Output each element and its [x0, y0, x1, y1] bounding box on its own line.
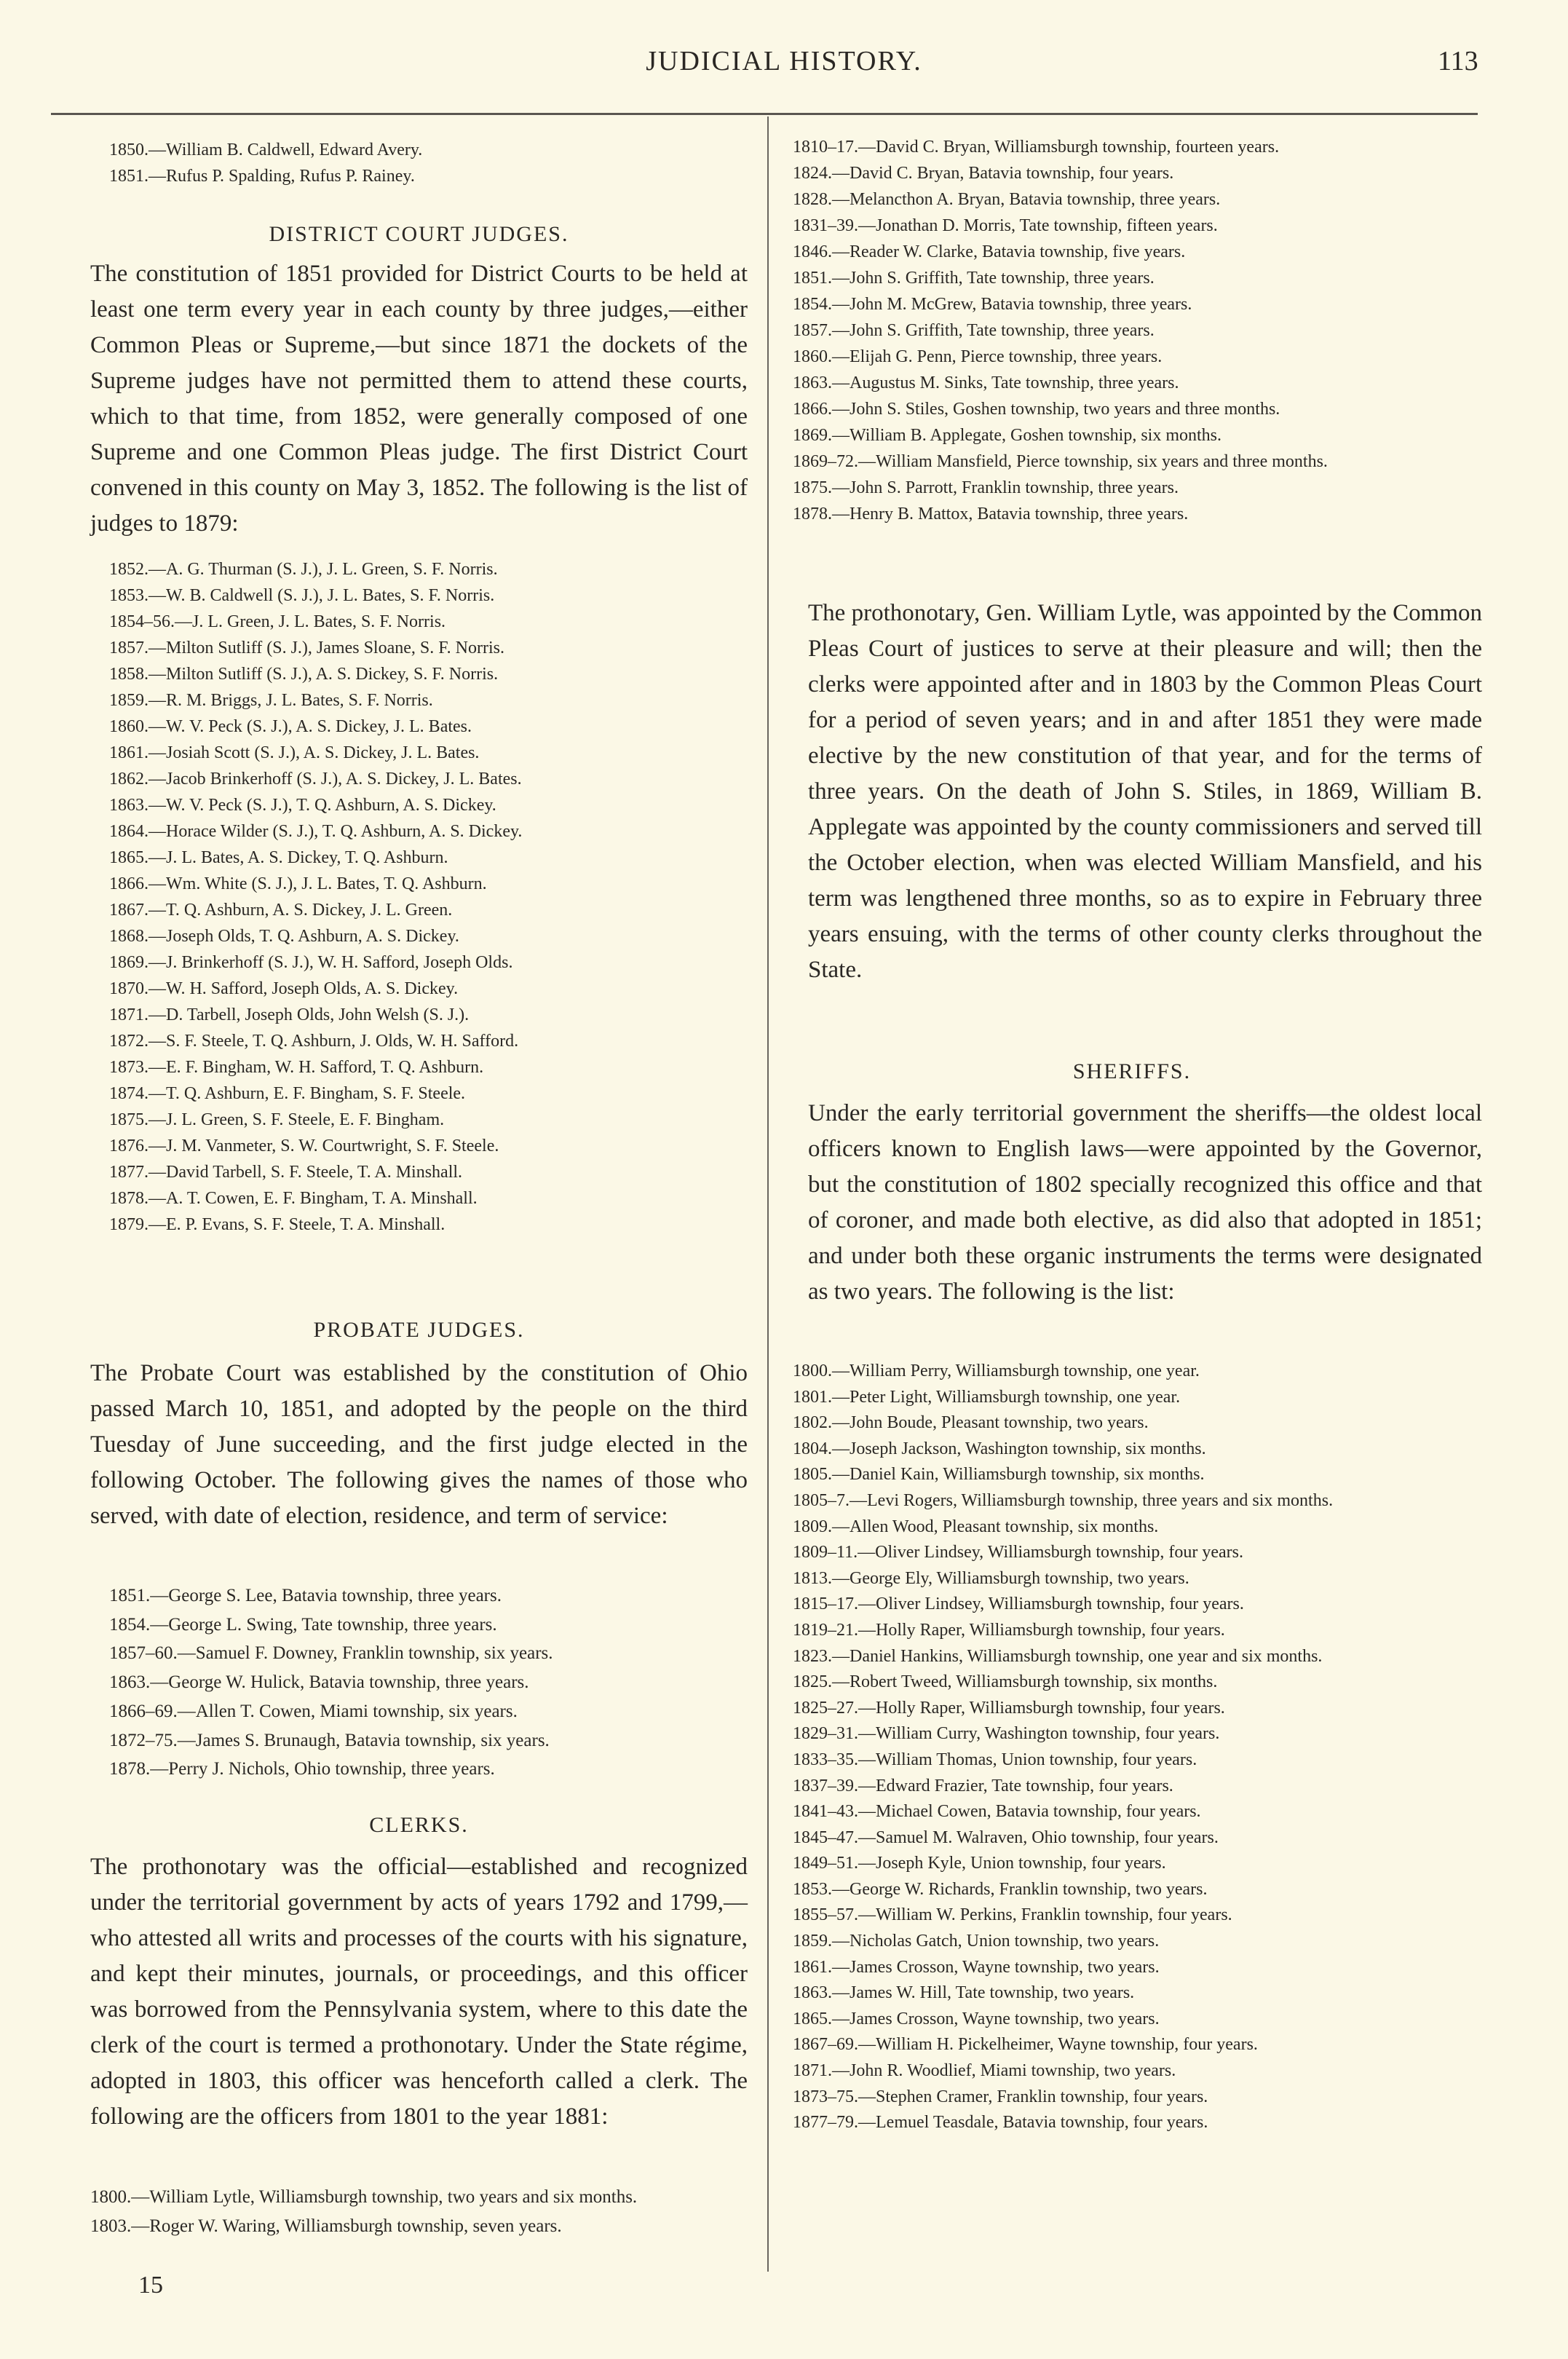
list-item: 1858.—Milton Sutliff (S. J.), A. S. Dickey, S. F. Norris.: [109, 665, 499, 684]
list-item: 1805.—Daniel Kain, Williamsburgh township, six months.: [793, 1465, 1205, 1485]
list-item: 1870.—W. H. Safford, Joseph Olds, A. S. Dickey.: [109, 979, 459, 998]
list-item: 1866–69.—Allen T. Cowen, Miami township, six years.: [109, 1701, 518, 1721]
list-item: 1875.—John S. Parrott, Franklin township, three years.: [793, 478, 1179, 497]
list-item: 1805–7.—Levi Rogers, Williamsburgh township, three years and six months.: [793, 1490, 1334, 1510]
district-paragraph: The constitution of 1851 provided for District Courts to be held at least one term every year in each county by three judges,—either Common Pleas or Supreme,—but since 1871 the dockets of the Supreme judges have not permitted them to attend these courts, which to that time, from 1852, were generally composed of one Supreme and one Common Pleas judge. The first District Court convened in this county on May 3, 1852. The following is the list of judges to 1879:: [90, 261, 748, 537]
list-item: 1869–72.—William Mansfield, Pierce township, six years and three months.: [793, 452, 1328, 471]
list-item: 1846.—Reader W. Clarke, Batavia township, five years.: [793, 242, 1186, 261]
list-item: 1872.—S. F. Steele, T. Q. Ashburn, J. Olds, W. H. Safford.: [109, 1032, 519, 1051]
list-item: 1878.—A. T. Cowen, E. F. Bingham, T. A. Minshall.: [109, 1189, 478, 1208]
list-item: 1877–79.—Lemuel Teasdale, Batavia township, four years.: [793, 2113, 1208, 2133]
list-item: 1801.—Peter Light, Williamsburgh township, one year.: [793, 1387, 1181, 1407]
list-item: 1860.—W. V. Peck (S. J.), A. S. Dickey, J. L. Bates.: [109, 717, 472, 736]
list-item: 1804.—Joseph Jackson, Washington township, six months.: [793, 1439, 1206, 1458]
list-item: 1854.—John M. McGrew, Batavia township, three years.: [793, 295, 1192, 314]
list-item: 1857.—Milton Sutliff (S. J.), James Sloane, S. F. Norris.: [109, 639, 504, 657]
list-item: 1855–57.—William W. Perkins, Franklin township, four years.: [793, 1905, 1232, 1925]
prothonotary-paragraph: The prothonotary, Gen. William Lytle, was appointed by the Common Pleas Court of justices to serve at their pleasure and will; then the clerks were appointed after and in 1803 by the Common Pleas Court for a period of seven years; and in and after 1851 they were made elective by the new constitution of that year, and for the terms of three years. On the death of John S. Stiles, in 1869, William B. Applegate was appointed by the county commissioners and served till the October election, when was elected William Mansfield, and his term was lengthened three months, so as to expire in February three years ensuing, with the terms of other county clerks throughout the State.: [808, 600, 1482, 983]
probate-heading: PROBATE JUDGES.: [313, 1318, 525, 1342]
list-item: 1866.—Wm. White (S. J.), J. L. Bates, T. Q. Ashburn.: [109, 874, 487, 893]
list-item: 1845–47.—Samuel M. Walraven, Ohio township, four years.: [793, 1827, 1219, 1847]
running-head: JUDICIAL HISTORY.: [646, 46, 922, 76]
list-item: 1857–60.—Samuel F. Downey, Franklin township, six years.: [109, 1643, 553, 1664]
list-item: 1813.—George Ely, Williamsburgh township, two years.: [793, 1568, 1189, 1588]
list-item: 1841–43.—Michael Cowen, Batavia township, four years.: [793, 1802, 1201, 1822]
district-entries: [109, 556, 750, 1238]
sheriffs-entries: [793, 1359, 1481, 2136]
list-item: 1800.—William Lytle, Williamsburgh township, two years and six months.: [90, 2187, 638, 2207]
list-item: 1833–35.—William Thomas, Union township, four years.: [793, 1750, 1197, 1769]
list-item: 1800.—William Perry, Williamsburgh township, one year.: [793, 1362, 1200, 1380]
list-item: 1857.—John S. Griffith, Tate township, three years.: [793, 321, 1155, 340]
list-item: 1854–56.—J. L. Green, J. L. Bates, S. F. Norris.: [109, 612, 446, 631]
column-divider: [767, 116, 769, 2272]
list-item: 1876.—J. M. Vanmeter, S. W. Courtwright, S. F. Steele.: [109, 1137, 499, 1155]
list-item: 1853.—W. B. Caldwell (S. J.), J. L. Bates, S. F. Norris.: [109, 586, 495, 605]
list-item: 1810–17.—David C. Bryan, Williamsburgh township, fourteen years.: [793, 138, 1280, 157]
list-item: 1859.—Nicholas Gatch, Union township, two years.: [793, 1932, 1160, 1951]
list-item: 1879.—E. P. Evans, S. F. Steele, T. A. Minshall.: [109, 1215, 446, 1234]
list-item: 1863.—Augustus M. Sinks, Tate township, three years.: [793, 374, 1179, 392]
list-item: 1824.—David C. Bryan, Batavia township, four years.: [793, 164, 1174, 183]
lead-entries: [109, 137, 750, 189]
sheriffs-heading: SHERIFFS.: [1072, 1059, 1192, 1083]
list-item: 1825–27.—Holly Raper, Williamsburgh township, four years.: [793, 1698, 1225, 1718]
list-item: 1815–17.—Oliver Lindsey, Williamsburgh township, four years.: [793, 1595, 1244, 1614]
probate-entries: [109, 1581, 750, 1784]
list-item: 1802.—John Boude, Pleasant township, two years.: [793, 1413, 1149, 1433]
signature-mark: 15: [138, 2272, 163, 2299]
list-item: 1851.—John S. Griffith, Tate township, three years.: [793, 269, 1155, 288]
list-item: 1803.—Roger W. Waring, Williamsburgh township, seven years.: [90, 2216, 562, 2236]
list-item: 1849–51.—Joseph Kyle, Union township, four years.: [793, 1854, 1166, 1873]
list-item: 1874.—T. Q. Ashburn, E. F. Bingham, S. F. Steele.: [109, 1084, 466, 1103]
probate-paragraph: The Probate Court was established by the constitution of Ohio passed March 10, 1851, and adopted by the people on the third Tuesday of June succeeding, and the first judge elected in the following October. The following gives the names of those who served, with date of election, residence, and term of service:: [90, 1360, 748, 1529]
list-item: 1868.—Joseph Olds, T. Q. Ashburn, A. S. Dickey.: [109, 927, 459, 946]
list-item: 1829–31.—William Curry, Washington township, four years.: [793, 1724, 1220, 1744]
list-item: 1853.—George W. Richards, Franklin township, two years.: [793, 1879, 1208, 1899]
list-item: 1875.—J. L. Green, S. F. Steele, E. F. Bingham.: [109, 1110, 445, 1129]
list-item: 1866.—John S. Stiles, Goshen township, two years and three months.: [793, 400, 1280, 419]
list-item: 1872–75.—James S. Brunaugh, Batavia township, six years.: [109, 1730, 550, 1750]
list-item: 1837–39.—Edward Frazier, Tate township, four years.: [793, 1776, 1173, 1795]
list-item: 1867–69.—William H. Pickelheimer, Wayne township, four years.: [793, 2035, 1258, 2055]
clerks-heading: CLERKS.: [369, 1813, 469, 1837]
list-item: 1831–39.—Jonathan D. Morris, Tate township, fifteen years.: [793, 216, 1218, 235]
clerks-paragraph: The prothonotary was the official—established and recognized under the territorial government by acts of years 1792 and 1799,—who attested all writs and processes of the courts with his signature, and kept their minutes, journals, or proceedings, and this officer was borrowed from the Pennsylvania system, where to this date the clerk of the court is termed a prothonotary. Under the State régime, adopted in 1803, this officer was henceforth called a clerk. The following are the officers from 1801 to the year 1881:: [90, 1854, 748, 2130]
list-item: 1877.—David Tarbell, S. F. Steele, T. A. Minshall.: [109, 1163, 463, 1182]
list-item: 1863.—W. V. Peck (S. J.), T. Q. Ashburn, A. S. Dickey.: [109, 796, 496, 815]
list-item: 1867.—T. Q. Ashburn, A. S. Dickey, J. L. Green.: [109, 901, 453, 920]
list-item: 1850.—William B. Caldwell, Edward Avery.: [109, 141, 423, 159]
header-rule: [51, 113, 1478, 115]
page-number: 113: [1438, 46, 1478, 76]
list-item: 1854.—George L. Swing, Tate township, three years.: [109, 1614, 497, 1635]
list-item: 1863.—James W. Hill, Tate township, two years.: [793, 1983, 1135, 2003]
list-item: 1869.—J. Brinkerhoff (S. J.), W. H. Safford, Joseph Olds.: [109, 953, 513, 972]
list-item: 1864.—Horace Wilder (S. J.), T. Q. Ashburn, A. S. Dickey.: [109, 822, 523, 841]
list-item: 1859.—R. M. Briggs, J. L. Bates, S. F. Norris.: [109, 691, 433, 710]
list-item: 1878.—Henry B. Mattox, Batavia township, three years.: [793, 505, 1189, 523]
list-item: 1828.—Melancthon A. Bryan, Batavia township, three years.: [793, 190, 1221, 209]
clerks-entries-left: [90, 2183, 748, 2240]
list-item: 1873.—E. F. Bingham, W. H. Safford, T. Q. Ashburn.: [109, 1058, 484, 1077]
list-item: 1865.—James Crosson, Wayne township, two years.: [793, 2009, 1160, 2028]
district-heading: DISTRICT COURT JUDGES.: [269, 222, 569, 246]
list-item: 1851.—Rufus P. Spalding, Rufus P. Rainey.: [109, 167, 415, 186]
list-item: 1823.—Daniel Hankins, Williamsburgh township, one year and six months.: [793, 1646, 1323, 1666]
list-item: 1865.—J. L. Bates, A. S. Dickey, T. Q. Ashburn.: [109, 848, 448, 867]
clerks-entries-right: [793, 134, 1481, 527]
list-item: 1869.—William B. Applegate, Goshen township, six months.: [793, 426, 1222, 445]
list-item: 1861.—James Crosson, Wayne township, two years.: [793, 1957, 1160, 1977]
list-item: 1873–75.—Stephen Cramer, Franklin township, four years.: [793, 2087, 1208, 2106]
list-item: 1871.—D. Tarbell, Joseph Olds, John Welsh (S. J.).: [109, 1005, 470, 1024]
list-item: 1861.—Josiah Scott (S. J.), A. S. Dickey, J. L. Bates.: [109, 743, 480, 762]
list-item: 1871.—John R. Woodlief, Miami township, two years.: [793, 2061, 1176, 2081]
list-item: 1809–11.—Oliver Lindsey, Williamsburgh township, four years.: [793, 1543, 1243, 1562]
list-item: 1863.—George W. Hulick, Batavia township, three years.: [109, 1672, 529, 1693]
list-item: 1819–21.—Holly Raper, Williamsburgh township, four years.: [793, 1620, 1225, 1640]
list-item: 1860.—Elijah G. Penn, Pierce township, three years.: [793, 347, 1163, 366]
list-item: 1825.—Robert Tweed, Williamsburgh township, six months.: [793, 1672, 1218, 1692]
sheriffs-paragraph: Under the early territorial government the sheriffs—the oldest local officers known to English laws—were appointed by the Governor, but the constitution of 1802 specially recognized this office and that of coroner, and made both elective, as did also that adopted in 1851; and under both these organic instruments the terms were designated as two years. The following is the list:: [808, 1100, 1482, 1305]
list-item: 1862.—Jacob Brinkerhoff (S. J.), A. S. Dickey, J. L. Bates.: [109, 770, 522, 789]
list-item: 1851.—George S. Lee, Batavia township, three years.: [109, 1586, 502, 1605]
list-item: 1852.—A. G. Thurman (S. J.), J. L. Green, S. F. Norris.: [109, 560, 498, 579]
list-item: 1809.—Allen Wood, Pleasant township, six months.: [793, 1517, 1159, 1536]
list-item: 1878.—Perry J. Nichols, Ohio township, three years.: [109, 1759, 495, 1779]
